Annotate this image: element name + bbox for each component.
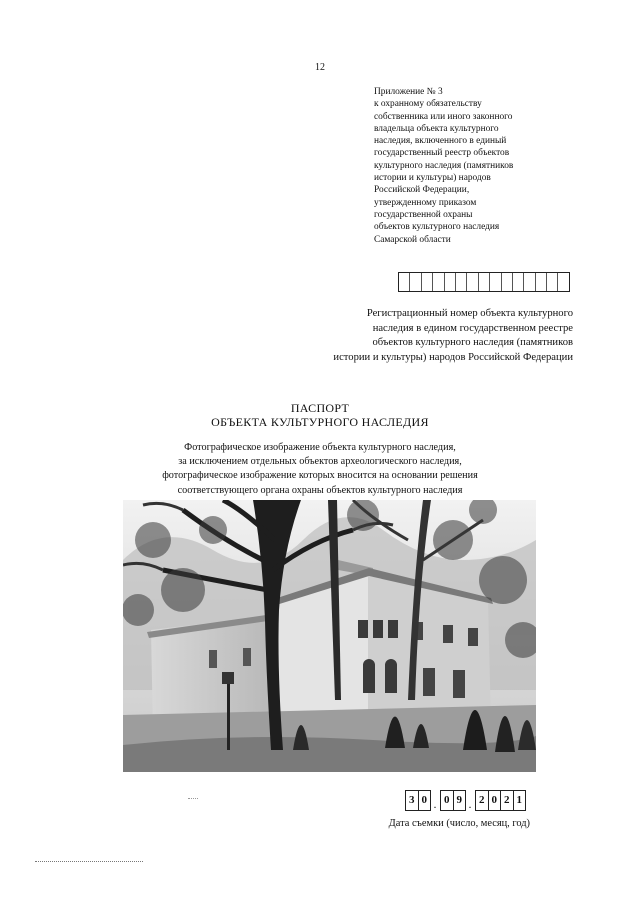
- registration-number-cell: [524, 273, 535, 291]
- registration-number-cell: [467, 273, 478, 291]
- appendix-line: Приложение № 3: [374, 87, 443, 97]
- date-digit-box: 2: [475, 790, 489, 811]
- title-line-1: ПАСПОРТ: [290, 401, 350, 415]
- appendix-line: к охранному обязательству: [374, 99, 482, 110]
- appendix-line: Российской Федерации,: [374, 185, 470, 196]
- date-digit-box: 9: [453, 790, 467, 811]
- registration-label-line: объектов культурного наследия (памятников: [372, 337, 573, 349]
- registration-label-line: истории и культуры) народов Российской Федерации: [333, 351, 573, 363]
- registration-number-cell: [513, 273, 524, 291]
- registration-number-cell: [399, 273, 410, 291]
- date-digit-box: 0: [440, 790, 454, 811]
- photo-date-field: [405, 790, 525, 811]
- registration-number-boxes: [398, 272, 570, 292]
- registration-number-cell: [547, 273, 558, 291]
- registration-number-cell: [536, 273, 547, 291]
- photo-caption-line: соответствующего органа охраны объектов культурного наследия: [177, 484, 463, 496]
- scan-mark: [35, 861, 143, 862]
- title-line-2: ОБЪЕКТА КУЛЬТУРНОГО НАСЛЕДИЯ: [211, 415, 429, 429]
- appendix-line: государственной охраны: [374, 209, 473, 220]
- photo-caption-line: за исключением отдельных объектов археологического наследия,: [178, 456, 462, 468]
- photo-date-label: Дата съемки (число, месяц, год): [388, 818, 530, 829]
- registration-label-line: Регистрационный номер объекта культурного: [366, 308, 573, 319]
- appendix-line: Самарской области: [374, 234, 451, 245]
- registration-number-cell: [433, 273, 444, 291]
- date-digit-box: 2: [500, 790, 514, 811]
- date-digit-box: 1: [513, 790, 527, 811]
- appendix-line: собственника или иного законного: [374, 111, 513, 122]
- appendix-line: наследия, включенного в единый: [374, 136, 507, 147]
- registration-number-cell: [490, 273, 501, 291]
- appendix-line: объектов культурного наследия: [374, 222, 500, 233]
- registration-label-line: наследия в едином государственном реестре: [372, 322, 573, 334]
- document-title: [0, 401, 640, 429]
- appendix-note: [374, 86, 574, 246]
- registration-number-cell: [479, 273, 490, 291]
- photo-caption: [100, 441, 540, 498]
- registration-number-cell: [422, 273, 433, 291]
- registration-number-cell: [410, 273, 421, 291]
- date-digit-box: 0: [418, 790, 432, 811]
- date-digit-box: 3: [405, 790, 419, 811]
- date-digit-box: 0: [488, 790, 502, 811]
- date-separator: .: [468, 797, 472, 811]
- page-number: 12: [315, 62, 325, 73]
- photo-caption-line: Фотографическое изображение объекта культурного наследия,: [184, 442, 456, 453]
- registration-number-cell: [445, 273, 456, 291]
- registration-number-cell: [558, 273, 568, 291]
- registration-number-cell: [456, 273, 467, 291]
- scan-mark: [188, 798, 198, 799]
- appendix-line: утвержденному приказом: [374, 197, 477, 208]
- appendix-line: культурного наследия (памятников: [374, 160, 514, 171]
- heritage-building-photo: [123, 500, 536, 772]
- photo-caption-line: фотографическое изображение которых вносится на основании решения: [162, 470, 478, 482]
- appendix-line: истории и культуры) народов: [374, 173, 491, 184]
- appendix-line: владельца объекта культурного: [374, 123, 499, 134]
- registration-number-cell: [502, 273, 513, 291]
- registration-number-label: [270, 307, 573, 365]
- appendix-line: государственный реестр объектов: [374, 148, 510, 159]
- date-separator: .: [433, 797, 437, 811]
